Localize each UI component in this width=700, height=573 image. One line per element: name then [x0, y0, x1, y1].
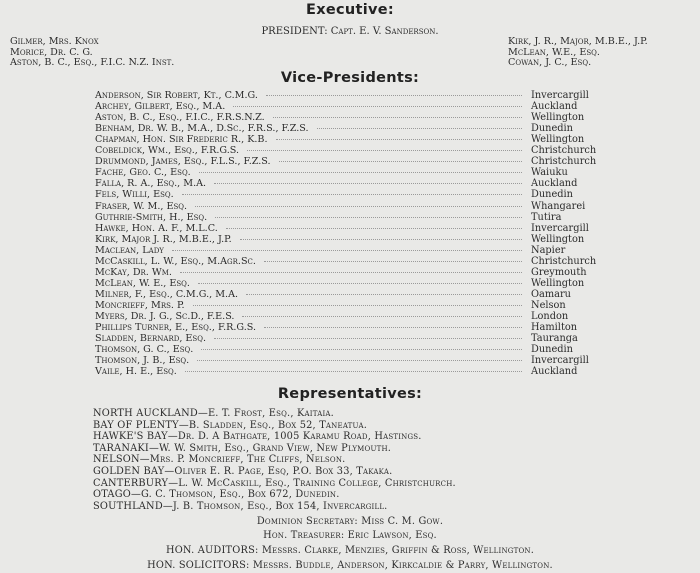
dot-leader	[201, 349, 522, 350]
vice-president-city: Wellington	[531, 112, 585, 124]
representative-line: CANTERBURY—L. W. McCaskill, Esq., Training College, Christchurch.	[93, 477, 456, 489]
vice-president-row	[0, 344, 700, 355]
vice-president-city: Invercargill	[531, 222, 589, 234]
dot-leader	[195, 206, 522, 207]
representative-line: OTAGO—G. C. Thomson, Esq., Box 672, Dunedin.	[93, 489, 340, 501]
vice-president-row	[0, 278, 700, 289]
representative-line: TARANAKI—W. W. Smith, Esq., Grand View, New Plymouth.	[93, 442, 392, 454]
vice-president-city: Christchurch	[531, 145, 597, 157]
dot-leader	[240, 239, 522, 240]
vice-president-row	[0, 112, 700, 123]
vice-president-row	[0, 212, 700, 223]
vice-president-city: Auckland	[531, 101, 578, 113]
dot-leader	[198, 283, 522, 284]
dot-leader	[214, 338, 522, 339]
vice-president-city: Tauranga	[531, 333, 578, 345]
executive-member: Aston, B. C., Esq., F.I.C. N.Z. Inst.	[10, 57, 175, 69]
vice-president-row	[0, 189, 700, 200]
dot-leader	[317, 128, 522, 129]
vice-president-city: Invercargill	[531, 90, 589, 101]
vice-president-name: Thomson, G. C., Esq.	[95, 344, 194, 356]
vice-president-row	[0, 366, 700, 377]
dot-leader	[197, 360, 522, 361]
dot-leader	[214, 183, 522, 184]
vice-president-city: Wellington	[531, 233, 585, 245]
executive-member: Kirk, J. R., Major, M.B.E., J.P.	[508, 36, 648, 47]
vice-president-row	[0, 355, 700, 366]
hon-auditors: HON. AUDITORS: Messrs. Clarke, Menzies, Griffin & Ross, Wellington.	[165, 545, 535, 556]
vice-president-row	[0, 322, 700, 333]
hon-treasurer: Hon. Treasurer: Eric Lawson, Esq.	[263, 530, 437, 541]
vice-president-name: Thomson, J. B., Esq.	[95, 355, 190, 367]
vice-president-city: Dunedin	[531, 189, 573, 201]
representative-line: SOUTHLAND—J. B. Thomson, Esq., Box 154, Invercargill.	[93, 500, 388, 512]
dot-leader	[233, 106, 522, 107]
vice-president-row	[0, 245, 700, 256]
representative-line: NELSON—Mrs. P. Moncrieff, The Cliffs, Nelson.	[93, 454, 346, 466]
vice-president-name: Anderson, Sir Robert, Kt., C.M.G.	[95, 90, 258, 101]
vice-president-name: McKay, Dr. Wm.	[95, 266, 172, 278]
executive-member: Gilmer, Mrs. Knox	[10, 36, 99, 47]
vice-president-name: Vaile, H. E., Esq.	[95, 366, 177, 378]
vice-president-name: Fels, Willi, Esq.	[95, 189, 174, 201]
executive-member: Morice, Dr. C. G.	[10, 46, 93, 58]
vice-president-row	[0, 201, 700, 212]
dot-leader	[264, 261, 522, 262]
representative-line: NORTH AUCKLAND—E. T. Frost, Esq., Kaitaia.	[93, 408, 334, 419]
vice-president-row	[0, 101, 700, 112]
dot-leader	[276, 139, 522, 140]
dot-leader	[182, 194, 522, 195]
dot-leader	[185, 371, 522, 372]
president-line: PRESIDENT: Capt. E. V. Sanderson.	[261, 26, 439, 37]
vice-president-row	[0, 223, 700, 234]
vice-president-name: Milner, F., Esq., C.M.G., M.A.	[95, 288, 239, 300]
vice-president-name: Moncrieff, Mrs. P.	[95, 299, 185, 311]
executive-member: McLean, W.E., Esq.	[508, 46, 600, 58]
executive-member: Cowan, J. C., Esq.	[508, 57, 592, 69]
dot-leader	[264, 327, 522, 328]
vice-president-name: Sladden, Bernard, Esq.	[95, 333, 207, 345]
dot-leader	[180, 272, 522, 273]
vice-president-name: Benham, Dr. W. B., M.A., D.Sc., F.R.S., F.Z.S.	[95, 123, 309, 135]
executive-right-members	[508, 37, 648, 69]
vice-president-name: Fache, Geo. C., Esq.	[95, 167, 191, 179]
hon-solicitors: HON. SOLICITORS: Messrs. Buddle, Anderson, Kirkcaldie & Parry, Wellington.	[147, 560, 553, 571]
vice-president-row	[0, 256, 700, 267]
vice-president-city: Nelson	[531, 299, 566, 311]
vice-president-row	[0, 300, 700, 311]
vice-president-city: London	[531, 311, 569, 322]
vice-presidents-heading: Vice-Presidents:	[280, 70, 420, 86]
vice-president-city: Wellington	[531, 277, 585, 289]
vice-president-row	[0, 123, 700, 134]
vice-president-city: Auckland	[531, 366, 578, 378]
vice-president-name: Falla, R. A., Esq., M.A.	[95, 178, 207, 190]
dot-leader	[246, 294, 522, 295]
vice-president-city: Invercargill	[531, 355, 589, 367]
executive-heading: Executive:	[306, 2, 394, 18]
vice-president-row	[0, 311, 700, 322]
vice-president-name: Drummond, James, Esq., F.L.S., F.Z.S.	[95, 156, 271, 168]
dot-leader	[247, 150, 522, 151]
vice-president-city: Hamilton	[531, 322, 578, 334]
vice-president-city: Auckland	[531, 178, 578, 190]
vice-president-name: Kirk, Major J. R., M.B.E., J.P.	[95, 233, 232, 245]
vice-president-city: Oamaru	[531, 288, 571, 300]
vice-president-row	[0, 333, 700, 344]
dot-leader	[279, 161, 522, 162]
vice-president-name: Hawke, Hon. A. F., M.L.C.	[95, 222, 218, 234]
executive-left-members	[10, 37, 174, 69]
dot-leader	[226, 228, 522, 229]
representative-line: BAY OF PLENTY—B. Sladden, Esq., Box 52, Taneatua.	[93, 419, 368, 431]
dot-leader	[215, 217, 522, 218]
vice-president-row	[0, 134, 700, 145]
vice-president-city: Tutira	[531, 211, 562, 223]
vice-president-city: Napier	[531, 244, 566, 256]
representative-line: HAWKE'S BAY—Dr. D. A Bathgate, 1005 Karamu Road, Hastings.	[93, 431, 422, 443]
vice-president-name: Maclean, Lady	[95, 244, 164, 256]
vice-president-city: Greymouth	[531, 266, 587, 278]
vice-president-name: McLean, W. E., Esq.	[95, 277, 190, 289]
vice-president-name: Myers, Dr. J. G., Sc.D., F.E.S.	[95, 311, 235, 322]
vice-president-city: Dunedin	[531, 344, 573, 356]
dot-leader	[273, 117, 522, 118]
vice-president-row	[0, 178, 700, 189]
vice-president-name: Chapman, Hon. Sir Frederic R., K.B.	[95, 134, 268, 146]
vice-president-name: Phillips Turner, E., Esq., F.R.G.S.	[95, 322, 257, 334]
representatives-heading: Representatives:	[277, 386, 423, 402]
vice-president-city: Dunedin	[531, 123, 573, 135]
representative-line: GOLDEN BAY—Oliver E. R. Page, Esq, P.O. Box 33, Takaka.	[93, 466, 393, 477]
dominion-secretary: Dominion Secretary: Miss C. M. Gow.	[256, 516, 444, 527]
vice-president-city: Waiuku	[531, 167, 568, 179]
vice-president-name: Archey, Gilbert, Esq., M.A.	[95, 101, 226, 113]
vice-president-name: Cobeldick, Wm., Esq., F.R.G.S.	[95, 145, 240, 157]
vice-president-city: Christchurch	[531, 156, 597, 168]
vice-president-name: Fraser, W. M., Esq.	[95, 200, 188, 212]
vice-president-row	[0, 289, 700, 300]
vice-president-row	[0, 156, 700, 167]
vice-president-row	[0, 234, 700, 245]
vice-president-city: Christchurch	[531, 255, 597, 267]
dot-leader	[266, 95, 522, 96]
vice-president-name: McCaskill, L. W., Esq., M.Agr.Sc.	[95, 255, 256, 267]
vice-president-city: Whangarei	[531, 200, 586, 212]
dot-leader	[172, 250, 522, 251]
dot-leader	[242, 316, 522, 317]
dot-leader	[199, 172, 522, 173]
dot-leader	[193, 305, 522, 306]
vice-president-name: Guthrie-Smith, H., Esq.	[95, 211, 208, 223]
vice-president-city: Wellington	[531, 134, 585, 146]
vice-president-row	[0, 267, 700, 278]
vice-president-row	[0, 167, 700, 178]
vice-president-row	[0, 145, 700, 156]
vice-president-name: Aston, B. C., Esq., F.I.C., F.R.S.N.Z.	[95, 112, 265, 124]
vice-president-row	[0, 90, 700, 101]
